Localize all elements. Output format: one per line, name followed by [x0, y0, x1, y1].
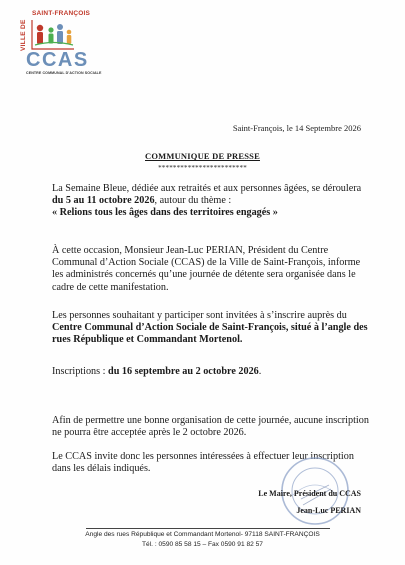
inscriptions-period: .: [258, 366, 262, 377]
paragraph-registration: [52, 310, 372, 347]
signature-name: Jean-Luc PERIAN: [296, 506, 361, 515]
registration-location: Centre Communal d’Action Sociale de Saint-François, situé à l’angle des rues République et Commandant Mortenol.: [52, 322, 368, 346]
paragraph-deadline: [52, 415, 372, 439]
logo-vertical-text: VILLE DE: [20, 19, 27, 51]
announcement-text: À cette occasion, Monsieur Jean-Luc PERIAN, Président du Centre Communal d’Action Sociale (CCAS) de la Ville de Saint-François, informe les administrés concernés qu’une journée de détente sera organisée dans le cadre de cette manifestation.: [52, 245, 361, 293]
title-separator: ************************: [158, 164, 247, 172]
document-date: Saint-François, le 14 Septembre 2026: [232, 123, 361, 133]
logo-subtitle: CENTRE COMMUNAL D'ACTION SOCIALE: [26, 71, 102, 75]
intro-text-c: , autour du thème :: [154, 195, 232, 207]
signature-title: Le Maire, Président du CCAS: [258, 489, 361, 498]
inscriptions-label: Inscriptions :: [52, 366, 109, 377]
deadline-text: Afin de permettre une bonne organisation de cette journée, aucune inscription ne pourra être acceptée après le 2 octobre 2026.: [52, 415, 369, 439]
invitation-text: Le CCAS invite donc les personnes intéressées à effectuer leur inscription dans les délais indiqués.: [52, 451, 354, 475]
paragraph-inscriptions: [52, 366, 372, 378]
registration-text-a: Les personnes souhaitant y participer sont invitées à s’inscrire auprès du: [52, 310, 347, 321]
ccas-logo: [18, 10, 102, 78]
press-release-title: COMMUNIQUE DE PRESSE: [145, 151, 260, 161]
inscriptions-dates: du 16 septembre au 2 octobre 2026: [108, 366, 259, 377]
footer-contact: Tél. : 0590 85 58 15 – Fax 0590 91 82 57: [142, 541, 263, 548]
intro-text-a: La Semaine Bleue, dédiée aux retraités et aux personnes âgées, se déroulera: [52, 183, 362, 194]
event-theme: « Relions tous les âges dans des territoires engagés »: [52, 207, 278, 219]
event-dates: du 5 au 11 octobre 2026: [52, 195, 155, 207]
paragraph-intro: [52, 183, 372, 220]
footer-address: Angle des rues République et Commandant Mortenol- 97118 SAINT-FRANÇOIS: [85, 531, 320, 538]
footer-divider: [86, 528, 330, 529]
logo-figures-icon: [31, 18, 75, 50]
paragraph-announcement: [52, 245, 372, 294]
logo-town-name: SAINT-FRANÇOIS: [32, 10, 91, 17]
logo-ccas-text: CCAS: [26, 49, 89, 71]
